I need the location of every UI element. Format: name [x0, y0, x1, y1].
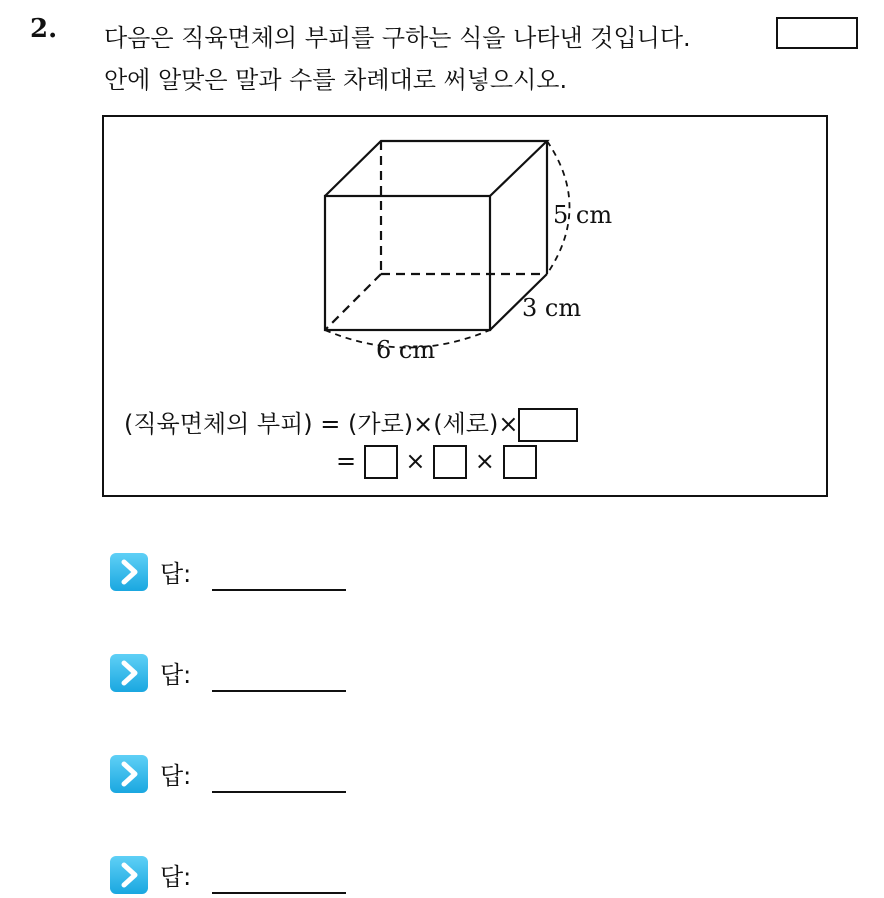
- question-text-line2: 안에 알맞은 말과 수를 차례대로 써넣으시오.: [104, 66, 568, 94]
- answer-label: 답:: [160, 863, 192, 891]
- formula-line1: [124, 404, 578, 442]
- formula-blank-2: [364, 445, 398, 479]
- cuboid-top-edges: [325, 141, 547, 196]
- cuboid-front-face: [325, 196, 490, 330]
- height-label: 5 cm: [553, 201, 613, 229]
- formula-eq1: = (가로)×(세로)×: [320, 410, 519, 438]
- formula-times-2: ×: [474, 447, 495, 475]
- chevron-right-icon: [110, 654, 148, 692]
- answer-label: 답:: [160, 762, 192, 790]
- depth-label: 3 cm: [522, 294, 582, 322]
- hidden-edge-depth: [325, 274, 381, 330]
- formula-line2: [336, 445, 537, 479]
- answer-row-4: [110, 854, 370, 894]
- formula-eq2: =: [336, 447, 357, 475]
- answer-input-line[interactable]: [212, 892, 346, 894]
- answer-row-1: [110, 551, 370, 591]
- formula-blank-3: [433, 445, 467, 479]
- answer-label: 답:: [160, 661, 192, 689]
- answer-label: 답:: [160, 560, 192, 588]
- formula-lhs: (직육면체의 부피): [124, 410, 313, 438]
- answer-input-line[interactable]: [212, 690, 346, 692]
- answer-row-2: [110, 652, 370, 692]
- chevron-right-icon: [110, 755, 148, 793]
- formula-times-1: ×: [405, 447, 426, 475]
- figure-box: [102, 115, 828, 497]
- answer-input-line[interactable]: [212, 589, 346, 591]
- formula-blank-1: [518, 408, 578, 442]
- width-label: 6 cm: [376, 336, 436, 364]
- answer-row-3: [110, 753, 370, 793]
- chevron-right-icon: [110, 856, 148, 894]
- question-blank-box: [776, 17, 858, 49]
- answer-input-line[interactable]: [212, 791, 346, 793]
- question-number: 2.: [30, 14, 58, 44]
- question-text-line1: 다음은 직육면체의 부피를 구하는 식을 나타낸 것입니다.: [104, 24, 691, 52]
- chevron-right-icon: [110, 553, 148, 591]
- formula-blank-4: [503, 445, 537, 479]
